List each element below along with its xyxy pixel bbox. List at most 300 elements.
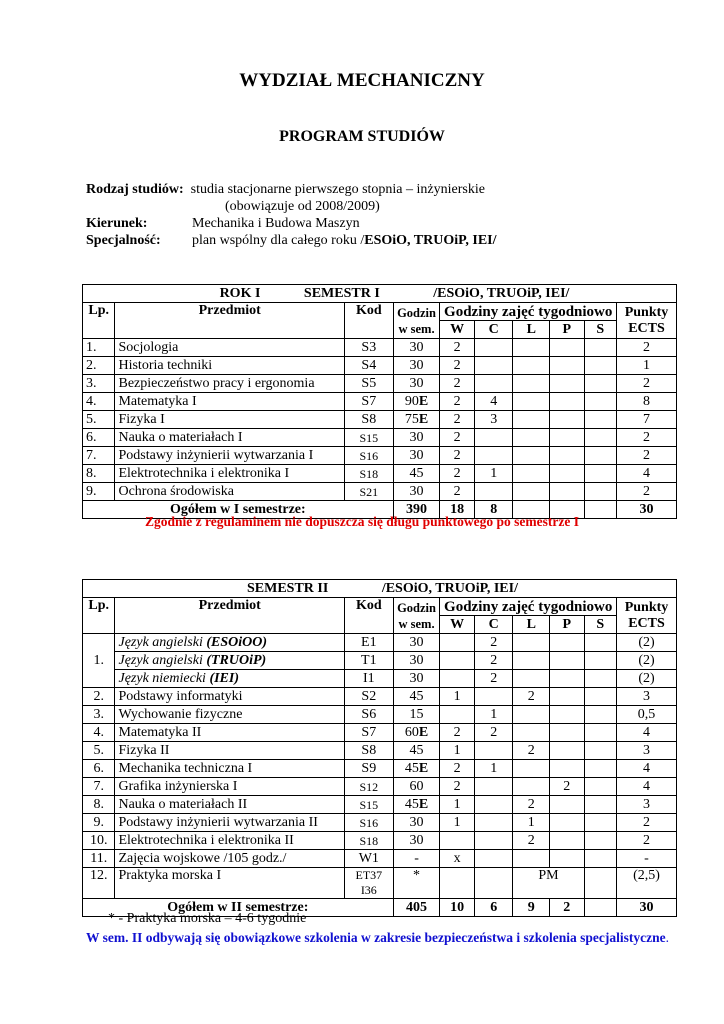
hours-cell: 45E — [393, 760, 440, 778]
row-hours: 30 — [393, 634, 440, 652]
table-row — [83, 447, 677, 465]
row-l — [513, 447, 550, 465]
training-note: W sem. II odbywają się obowiązkowe szkolenia w zakresie bezpieczeństwa i szkolenia specjalistyczne. — [86, 930, 669, 945]
col-w: W — [440, 616, 475, 634]
row-l — [513, 393, 550, 411]
direction-value: Mechanika i Budowa Maszyn — [192, 216, 360, 231]
row-l: 2 — [513, 796, 550, 814]
row-p — [550, 688, 585, 706]
row-c — [474, 339, 513, 357]
row-subject: Elektrotechnika i elektronika II — [115, 832, 344, 850]
table-row — [83, 357, 677, 375]
direction-line — [86, 216, 360, 232]
total-c: 6 — [474, 899, 513, 917]
practice-row — [83, 868, 677, 899]
row-ects: 2 — [617, 832, 677, 850]
row-s — [584, 375, 616, 393]
semester-2-title: SEMESTR II /ESOiO, TRUOiP, IEI/ — [83, 580, 677, 598]
row-subject: Bezpieczeństwo pracy i ergonomia — [115, 375, 344, 393]
row-w: 2 — [440, 357, 475, 375]
row-w — [440, 706, 475, 724]
row-code: S5 — [344, 375, 393, 393]
row-ects: 4 — [617, 465, 677, 483]
row-p — [550, 429, 585, 447]
study-type-value: studia stacjonarne pierwszego stopnia – inżynierskie — [190, 182, 485, 197]
col-weekly: Godziny zajęć tygodniowo — [440, 303, 617, 321]
col-c: C — [474, 616, 513, 634]
row-hours: 30 — [393, 670, 440, 688]
row-subject: Fizyka I — [115, 411, 344, 429]
row-s — [584, 850, 616, 868]
row-code: S6 — [344, 706, 393, 724]
row-subject: Matematyka II — [115, 724, 344, 742]
row-w — [440, 670, 475, 688]
row-subject: Język niemiecki (IEI) — [115, 670, 344, 688]
row-s — [584, 483, 616, 501]
total-w: 18 — [440, 501, 475, 519]
study-type-line — [86, 182, 485, 198]
table-row — [83, 814, 677, 832]
row-c — [474, 357, 513, 375]
row-ects: 2 — [617, 814, 677, 832]
hours-cell: 60E — [393, 724, 440, 742]
total-s — [584, 899, 616, 917]
row-subject: Podstawy inżynierii wytwarzania I — [115, 447, 344, 465]
row-c — [474, 832, 513, 850]
table-row — [83, 742, 677, 760]
row-subject: Mechanika techniczna I — [115, 760, 344, 778]
row-p — [550, 796, 585, 814]
row-subject: Wychowanie fizyczne — [115, 706, 344, 724]
row-p — [550, 760, 585, 778]
row-p — [550, 411, 585, 429]
row-w: 2 — [440, 724, 475, 742]
row-ects: 2 — [617, 339, 677, 357]
language-row — [83, 634, 677, 652]
row-p — [550, 393, 585, 411]
row-ects: - — [617, 850, 677, 868]
hours-cell: 90E — [393, 393, 440, 411]
row-p — [550, 357, 585, 375]
row-l — [513, 670, 550, 688]
hours-cell: 30 — [393, 375, 440, 393]
col-lp: Lp. — [83, 598, 115, 634]
total-hours: 405 — [393, 899, 440, 917]
row-c: 1 — [474, 760, 513, 778]
row-lp: 6. — [83, 760, 115, 778]
program-title: PROGRAM STUDIÓW — [279, 128, 445, 145]
hours-cell: 30 — [393, 814, 440, 832]
hours-cell: 30 — [393, 832, 440, 850]
language-row — [83, 652, 677, 670]
practice-hours: * — [393, 868, 440, 899]
total-ects: 30 — [617, 501, 677, 519]
total-hours: 390 — [393, 501, 440, 519]
table-row — [83, 706, 677, 724]
row-l — [513, 411, 550, 429]
row-l: 2 — [513, 688, 550, 706]
row-w: 2 — [440, 483, 475, 501]
hours-cell: 45 — [393, 688, 440, 706]
row-lp: 3. — [83, 706, 115, 724]
row-code: S4 — [344, 357, 393, 375]
row-c — [474, 778, 513, 796]
row-w — [440, 634, 475, 652]
row-subject: Matematyka I — [115, 393, 344, 411]
row-subject: Fizyka II — [115, 742, 344, 760]
row-s — [584, 429, 616, 447]
col-p: P — [550, 616, 585, 634]
total-label: Ogółem w I semestrze: — [83, 501, 394, 519]
row-p — [550, 742, 585, 760]
row-code: T1 — [344, 652, 393, 670]
row-l — [513, 429, 550, 447]
row-subject: Język angielski (TRUOiP) — [115, 652, 344, 670]
row-subject: Język angielski (ESOiOO) — [115, 634, 344, 652]
row-p — [550, 832, 585, 850]
table-row — [83, 393, 677, 411]
row-code: S3 — [344, 339, 393, 357]
row-lp: 7. — [83, 778, 115, 796]
hours-cell: 30 — [393, 429, 440, 447]
row-ects: 3 — [617, 688, 677, 706]
col-code: Kod — [344, 303, 393, 339]
total-p: 2 — [550, 899, 585, 917]
row-p — [550, 670, 585, 688]
row-w: 2 — [440, 393, 475, 411]
hours-cell: 15 — [393, 706, 440, 724]
row-p — [550, 339, 585, 357]
col-hours: Godzin w sem. — [393, 598, 440, 634]
row-w — [440, 652, 475, 670]
total-l: 9 — [513, 899, 550, 917]
row-p — [550, 724, 585, 742]
row-s — [584, 339, 616, 357]
row-ects: 4 — [617, 724, 677, 742]
row-p — [550, 850, 585, 868]
row-l — [513, 465, 550, 483]
row-ects: (2) — [617, 652, 677, 670]
practice-lp: 12. — [83, 868, 115, 899]
row-subject: Podstawy informatyki — [115, 688, 344, 706]
row-l — [513, 724, 550, 742]
table-row — [83, 778, 677, 796]
row-s — [584, 832, 616, 850]
row-p: 2 — [550, 778, 585, 796]
row-s — [584, 724, 616, 742]
row-code: S18 — [344, 832, 393, 850]
row-subject: Elektrotechnika i elektronika I — [115, 465, 344, 483]
practice-name: Praktyka morska I — [115, 868, 344, 899]
row-w: 2 — [440, 429, 475, 447]
practice-pm: PM — [513, 868, 584, 899]
row-c — [474, 742, 513, 760]
faculty-title: WYDZIAŁ MECHANICZNY — [239, 70, 485, 91]
col-p: P — [550, 321, 585, 339]
row-code: S15 — [344, 429, 393, 447]
row-c: 1 — [474, 465, 513, 483]
row-code: S18 — [344, 465, 393, 483]
row-c: 2 — [474, 670, 513, 688]
row-l — [513, 850, 550, 868]
row-c — [474, 447, 513, 465]
row-subject: Nauka o materiałach II — [115, 796, 344, 814]
total-label: Ogółem w II semestrze: — [83, 899, 394, 917]
col-hours: Godzin w sem. — [393, 303, 440, 339]
row-c — [474, 688, 513, 706]
col-s: S — [584, 321, 616, 339]
col-c: C — [474, 321, 513, 339]
row-w: 2 — [440, 375, 475, 393]
row-code: S16 — [344, 447, 393, 465]
total-c: 8 — [474, 501, 513, 519]
row-s — [584, 465, 616, 483]
row-code: E1 — [344, 634, 393, 652]
row-w: 1 — [440, 796, 475, 814]
specialty-line — [86, 233, 497, 249]
row-ects: 3 — [617, 796, 677, 814]
row-s — [584, 634, 616, 652]
table-row — [83, 760, 677, 778]
row-c: 2 — [474, 652, 513, 670]
row-hours: 30 — [393, 652, 440, 670]
table-row — [83, 339, 677, 357]
row-s — [584, 760, 616, 778]
row-w: 1 — [440, 742, 475, 760]
row-lp: 8. — [83, 465, 115, 483]
row-c — [474, 850, 513, 868]
row-subject: Historia techniki — [115, 357, 344, 375]
hours-cell: 45E — [393, 796, 440, 814]
row-s — [584, 393, 616, 411]
row-s — [584, 688, 616, 706]
row-l — [513, 375, 550, 393]
row-w: 2 — [440, 778, 475, 796]
table-row — [83, 465, 677, 483]
row-subject: Zajęcia wojskowe /105 godz./ — [115, 850, 344, 868]
row-s — [584, 652, 616, 670]
row-p — [550, 652, 585, 670]
row-subject: Nauka o materiałach I — [115, 429, 344, 447]
row-w — [440, 832, 475, 850]
col-ects: Punkty ECTS — [617, 303, 677, 339]
row-code: S2 — [344, 688, 393, 706]
semester-1-title: ROK I SEMESTR I /ESOiO, TRUOiP, IEI/ — [83, 285, 677, 303]
hours-cell: 45 — [393, 742, 440, 760]
row-subject: Podstawy inżynierii wytwarzania II — [115, 814, 344, 832]
row-ects: 3 — [617, 742, 677, 760]
row-l — [513, 357, 550, 375]
semester-2-table — [82, 579, 677, 917]
row-s — [584, 411, 616, 429]
hours-cell: 30 — [393, 357, 440, 375]
practice-footnote: * - Praktyka morska – 4-6 tygodnie — [108, 911, 307, 926]
hours-cell: 45 — [393, 465, 440, 483]
row-lp: 8. — [83, 796, 115, 814]
row-lp: 9. — [83, 483, 115, 501]
col-subject: Przedmiot — [115, 303, 344, 339]
table-row — [83, 832, 677, 850]
row-c — [474, 796, 513, 814]
valid-from: (obowiązuje od 2008/2009) — [225, 199, 380, 214]
language-row — [83, 670, 677, 688]
table-row — [83, 688, 677, 706]
row-l: 2 — [513, 832, 550, 850]
total-w: 10 — [440, 899, 475, 917]
row-s — [584, 357, 616, 375]
row-lp: 1. — [83, 339, 115, 357]
specialty-value: plan wspólny dla całego roku / — [192, 233, 365, 248]
semester-1-table — [82, 284, 677, 519]
row-w: 1 — [440, 688, 475, 706]
total-ects: 30 — [617, 899, 677, 917]
row-c: 1 — [474, 706, 513, 724]
hours-cell: 60 — [393, 778, 440, 796]
hours-cell: 30 — [393, 447, 440, 465]
row-ects: 0,5 — [617, 706, 677, 724]
row-w: 1 — [440, 814, 475, 832]
row-w: 2 — [440, 339, 475, 357]
row-code: W1 — [344, 850, 393, 868]
hours-cell: 30 — [393, 339, 440, 357]
row-s — [584, 814, 616, 832]
row-l — [513, 652, 550, 670]
row-lp: 1. — [83, 634, 115, 688]
row-l — [513, 634, 550, 652]
row-p — [550, 465, 585, 483]
direction-label: Kierunek: — [86, 216, 148, 231]
row-ects: 2 — [617, 447, 677, 465]
row-code: I1 — [344, 670, 393, 688]
row-l: 2 — [513, 742, 550, 760]
row-p — [550, 375, 585, 393]
col-subject: Przedmiot — [115, 598, 344, 634]
debt-note: Zgodnie z regulaminem nie dopuszcza się długu punktowego po semestrze I — [144, 514, 579, 529]
row-lp: 11. — [83, 850, 115, 868]
row-p — [550, 706, 585, 724]
row-ects: 2 — [617, 429, 677, 447]
row-c: 3 — [474, 411, 513, 429]
row-code: S7 — [344, 393, 393, 411]
table-row — [83, 724, 677, 742]
row-code: S8 — [344, 411, 393, 429]
row-code: S8 — [344, 742, 393, 760]
row-subject: Socjologia — [115, 339, 344, 357]
row-lp: 4. — [83, 724, 115, 742]
row-w: 2 — [440, 465, 475, 483]
row-ects: 8 — [617, 393, 677, 411]
col-weekly: Godziny zajęć tygodniowo — [440, 598, 617, 616]
row-code: S15 — [344, 796, 393, 814]
hours-cell: 30 — [393, 483, 440, 501]
hours-cell: - — [393, 850, 440, 868]
col-l: L — [513, 321, 550, 339]
row-lp: 7. — [83, 447, 115, 465]
row-p — [550, 634, 585, 652]
col-code: Kod — [344, 598, 393, 634]
row-code: S21 — [344, 483, 393, 501]
row-c — [474, 375, 513, 393]
row-lp: 5. — [83, 411, 115, 429]
row-w: 2 — [440, 447, 475, 465]
row-c: 4 — [474, 393, 513, 411]
row-p — [550, 483, 585, 501]
row-ects: 2 — [617, 375, 677, 393]
table-row — [83, 483, 677, 501]
row-ects: 4 — [617, 760, 677, 778]
row-ects: 7 — [617, 411, 677, 429]
row-ects: 1 — [617, 357, 677, 375]
row-lp: 6. — [83, 429, 115, 447]
row-s — [584, 742, 616, 760]
col-ects: Punkty ECTS — [617, 598, 677, 634]
row-c — [474, 429, 513, 447]
row-l — [513, 706, 550, 724]
row-lp: 2. — [83, 357, 115, 375]
row-l — [513, 483, 550, 501]
row-lp: 2. — [83, 688, 115, 706]
hours-cell: 75E — [393, 411, 440, 429]
row-c — [474, 483, 513, 501]
row-lp: 5. — [83, 742, 115, 760]
table-row — [83, 429, 677, 447]
table-row — [83, 850, 677, 868]
row-ects: (2) — [617, 670, 677, 688]
row-lp: 10. — [83, 832, 115, 850]
row-ects: (2) — [617, 634, 677, 652]
specialty-value-bold: ESOiO, TRUOiP, IEI/ — [364, 233, 497, 248]
row-s — [584, 447, 616, 465]
row-subject: Ochrona środowiska — [115, 483, 344, 501]
row-l — [513, 778, 550, 796]
table-row — [83, 411, 677, 429]
row-ects: 4 — [617, 778, 677, 796]
col-l: L — [513, 616, 550, 634]
row-s — [584, 778, 616, 796]
specialty-label: Specjalność: — [86, 233, 161, 248]
row-l — [513, 339, 550, 357]
row-ects: 2 — [617, 483, 677, 501]
row-code: S16 — [344, 814, 393, 832]
row-s — [584, 796, 616, 814]
row-p — [550, 814, 585, 832]
row-lp: 4. — [83, 393, 115, 411]
row-s — [584, 706, 616, 724]
row-p — [550, 447, 585, 465]
row-code: S7 — [344, 724, 393, 742]
row-code: S9 — [344, 760, 393, 778]
col-s: S — [584, 616, 616, 634]
row-s — [584, 670, 616, 688]
table-row — [83, 796, 677, 814]
study-type-label: Rodzaj studiów: — [86, 182, 184, 197]
row-c — [474, 814, 513, 832]
row-w: 2 — [440, 760, 475, 778]
practice-code: ET37 I36 — [344, 868, 393, 899]
row-l — [513, 760, 550, 778]
practice-ects: (2,5) — [617, 868, 677, 899]
row-c: 2 — [474, 724, 513, 742]
row-w: x — [440, 850, 475, 868]
row-c: 2 — [474, 634, 513, 652]
table-row — [83, 375, 677, 393]
col-lp: Lp. — [83, 303, 115, 339]
row-lp: 3. — [83, 375, 115, 393]
row-l: 1 — [513, 814, 550, 832]
row-subject: Grafika inżynierska I — [115, 778, 344, 796]
col-w: W — [440, 321, 475, 339]
row-code: S12 — [344, 778, 393, 796]
